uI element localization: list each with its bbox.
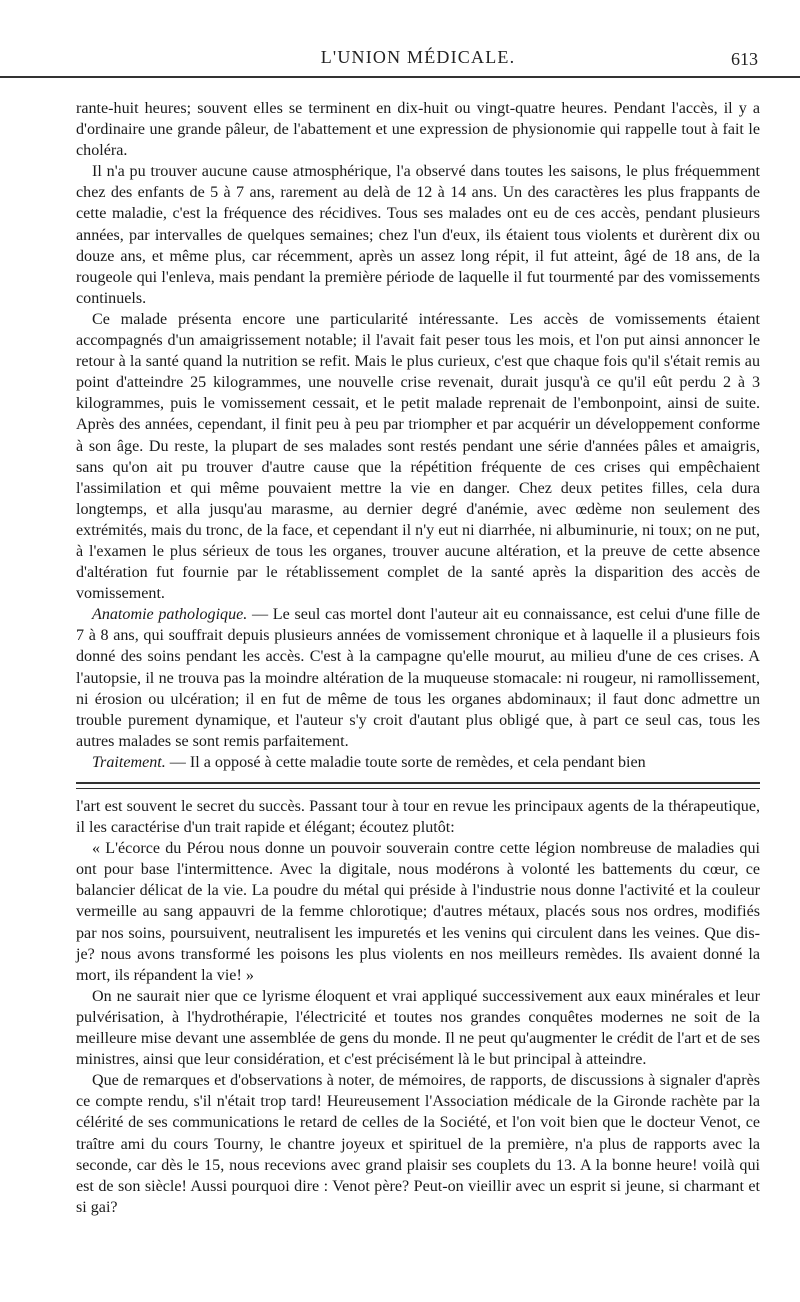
- page-number: 613: [731, 49, 758, 69]
- paragraph-anatomie: [76, 604, 760, 752]
- paragraph: On ne saurait nier que ce lyrisme éloquent et vrai appliqué successivement aux eaux minérales et leur pulvérisation, à l'hydrothérapie, l'électricité et toutes nos grandes conquêtes modernes ne soit de la meilleure mise devant une assemblée de gens du monde. Il ne peut qu'augmenter le crédit de l'art et de ses ministres, ainsi que leur considération, et c'est précisément là le but principal à atteindre.: [76, 987, 760, 1069]
- paragraph: Que de remarques et d'observations à noter, de mémoires, de rapports, de discussions à signaler d'après ce compte rendu, s'il n'était trop tard! Heureusement l'Association médicale de la Gironde rachète par la célérité de ses communications le retard de celles de la Société, et l'on voit bien que le docteur Venot, ce traître ami du cours Tourny, le chantre joyeux et spirituel de la première, n'a plus de rapports avec la seconde, car dès le 15, nous recevions avec grand plaisir ses couplets du 13. A la bonne heure! voilà qui est de son siècle! Aussi pourquoi dire : Venot père? Peut-on vieillir avec un esprit si jeune, si charmant et si gai?: [76, 1072, 760, 1216]
- page-header: [76, 0, 760, 72]
- paragraph: Il n'a pu trouver aucune cause atmosphérique, l'a observé dans toutes les saisons, le plus fréquemment chez des enfants de 5 à 7 ans, rarement au delà de 12 à 14 ans. Un des caractères les plus frappants de cette maladie, c'est la fréquence des récidives. Tous ses malades ont eu de ces accès, pendant plusieurs années, par intervalles de quelques semaines; chez l'un d'eux, ils étaient tous violents et durèrent dix ou douze ans, et même plus, car récemment, après un assez long répit, il fut atteint, âgé de 18 ans, de la rougeole qui l'enleva, mais pendant la première période de laquelle il fut tourmenté par des vomissements continuels.: [76, 163, 760, 307]
- article-section-1: [76, 98, 760, 773]
- section-divider: [76, 782, 760, 789]
- section-label: Anatomie pathologique.: [92, 606, 248, 624]
- paragraph-traitement: [76, 752, 760, 773]
- paragraph: rante-huit heures; souvent elles se terminent en dix-huit ou vingt-quatre heures. Pendant l'accès, il y a d'ordinaire une grande pâleur, de l'abattement et une expression de physionomie qui rappelle tout à fait le choléra.: [76, 100, 760, 160]
- quotation-paragraph: « L'écorce du Pérou nous donne un pouvoir souverain contre cette légion nombreuse de maladies qui ont pour base l'intermittence. Avec la digitale, nous modérons à volonté les battements du cœur, ce balancier délicat de la vie. La poudre du métal qui préside à l'industrie nous donne l'activité et la couleur vermeille au sang appauvri de la femme chlorotique; d'autres métaux, placés sous nos ordres, modifiés par nos soins, poursuivent, neutralisent les impuretés et les venins qui circulent dans les veines. Que dis-je? nous avons transformé les poisons les plus violents en nos meilleurs remèdes. Ils avaient donné la mort, ils répandent la vie! »: [76, 840, 760, 984]
- paragraph: l'art est souvent le secret du succès. Passant tour à tour en revue les principaux agents de la thérapeutique, il les caractérise d'un trait rapide et élégant; écoutez plutôt:: [76, 798, 760, 837]
- paragraph-text: — Le seul cas mortel dont l'auteur ait eu connaissance, est celui d'une fille de 7 à 8 ans, qui souffrait depuis plusieurs années de vomissement chronique et à laquelle il a plusieurs fois donné des soins pendant les accès. C'est à la campagne qu'elle mourut, au milieu d'une de ces crises. A l'autopsie, il ne trouva pas la moindre altération de la muqueuse stomacale: ni rougeur, ni ramollissement, ni érosion ou ulcération; il en fut de même de tous les organes abdominaux; il faut donc admettre un trouble purement dynamique, et l'auteur s'y croit d'autant plus obligé que, à part ce seul cas, tous les autres malades se sont remis parfaitement.: [76, 606, 760, 750]
- header-rule: [0, 76, 800, 78]
- section-label: Traitement.: [92, 753, 166, 771]
- article-section-2: [76, 796, 760, 1218]
- paragraph: Ce malade présenta encore une particularité intéressante. Les accès de vomissements étaient accompagnés d'un amaigrissement notable; il l'avait fait peser tous les mois, et l'on put ainsi annoncer le retour à la santé quand la nutrition se refit. Mais le plus curieux, c'est que chaque fois qu'il s'était remis au point d'atteindre 25 kilogrammes, une nouvelle crise revenait, durait jusqu'à ce qu'il eût perdu 2 à 3 kilogrammes, puis le vomissement cessait, et le petit malade reprenait de l'embonpoint, ainsi de suite. Après des années, cependant, il finit peu à peu par triompher et par acquérir un développement conforme à son âge. Du reste, la plupart de ses malades sont restés pendant une série d'années pâles et amaigris, sans qu'on ait pu trouver d'autre cause que la répétition fréquente de ces crises qui empêchaient l'assimilation et qui même pouvaient mettre la vie en danger. Chez deux petites filles, cela dura longtemps, et alla jusqu'au marasme, au dernier degré d'anémie, avec œdème non seulement des extrémités, mais du tronc, de la face, et cependant il n'y eut ni diarrhée, ni albuminurie, ni toux; on ne put, à l'examen le plus sérieux de tous les organes, trouver aucune altération, et la preuve de cette absence d'altération fut fournie par le rétablissement complet de la santé après la disparition des accès de vomissement.: [76, 310, 760, 603]
- paragraph-text: — Il a opposé à cette maladie toute sorte de remèdes, et cela pendant bien: [165, 753, 646, 771]
- running-title: L'UNION MÉDICALE.: [320, 47, 516, 67]
